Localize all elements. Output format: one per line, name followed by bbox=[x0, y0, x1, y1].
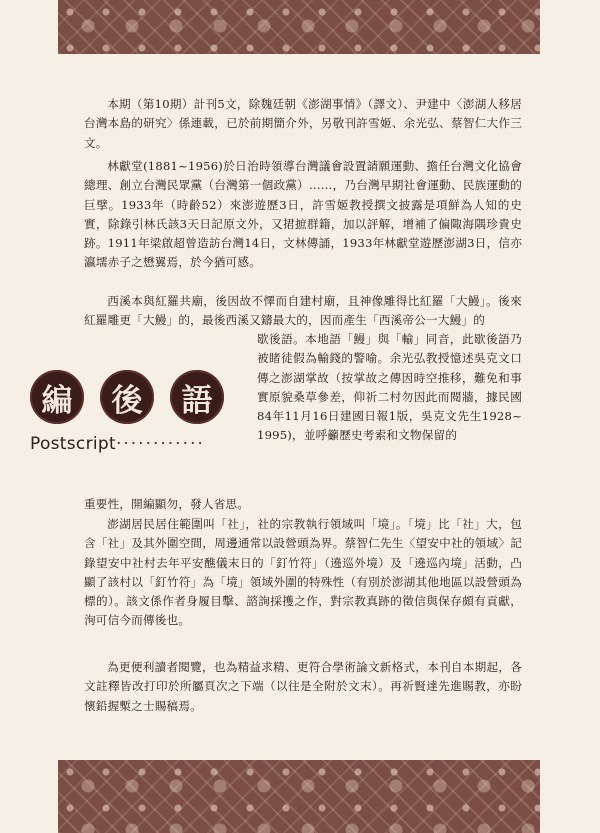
paragraph-wangan bbox=[84, 515, 522, 634]
subtitle-text: Postscript bbox=[30, 434, 116, 454]
paragraph-text: 林獻堂(1881~1956)於日治時領導台灣議會設置請願運動、擔任台灣文化協會總理、創立台灣民眾黨（台灣第一個政黨）……，乃台灣早期社會運動、民族運動的巨擘。1933年（時齡52）來澎遊歷3日，許雪姬教授撰文披露是項鮮為人知的史實，除錄引林氏該3天日記原文外，又捃摭群籍，加以評解，增補了偏陬海隅珍貴史跡。1911年梁啟超曾造訪台灣14日，文林傳誦，1933年林獻堂遊歷澎湖3日，信亦瀛壖赤子之懋翼焉，於今猶可感。 bbox=[84, 159, 522, 270]
postscript-subtitle bbox=[30, 434, 205, 454]
paragraph-lin-xiantang bbox=[84, 157, 522, 276]
subtitle-dots: ············ bbox=[115, 434, 205, 454]
decorative-band-bottom bbox=[58, 760, 540, 833]
paragraph-text: 重要性，開編顯勿，發人省思。 bbox=[84, 497, 250, 511]
paragraph-text: 澎湖居民居住範圍叫「社」，社的宗教執行領域叫「境」。「境」比「社」大，包含「社」及其外圍空間，周邊通常以設營頭為界。蔡智仁先生〈望安中社的領域〉記錄望安中社村去年平安醮儀末日的「釘竹符」（遶巡外境）及「遶巡內境」活動，凸顯了該村以「釘竹符」為「境」領域外圍的特殊性（有別於澎湖其他地區以設營頭為標的）。該文係作者身履目擊、諮詢採擭之作，對宗教真跡的徵信與保存頗有貢獻，洵可信今而傳後也。 bbox=[84, 517, 522, 628]
paragraph-xixi-part1 bbox=[84, 292, 522, 334]
title-seal-char: 編 bbox=[30, 370, 84, 424]
title-seal-char: 後 bbox=[100, 370, 154, 424]
paragraph-text: 為更便利讀者閱覽，也為精益求精、更符合學術論文新格式，本刊自本期起，各文註釋皆改打印於所屬頁次之下端（以往是全附於文末）。再祈賢達先進賜教，亦盼懷鉛握槧之士賜稿焉。 bbox=[84, 660, 522, 713]
paragraph-text: 本期（第10期）計刊5文，除魏廷朝《澎湖事情》（譯文）、尹建中〈澎湖人移居台灣本島的研究〉係連載，已於前期簡介外，另敬刊許雪姬、余光弘、蔡智仁大作三文。 bbox=[84, 97, 522, 150]
paragraph-xixi-part2 bbox=[257, 330, 522, 449]
paragraph-text: 西溪本與紅羅共廟，後因故不懌而自建村廟，且神像雕得比紅羅「大鰻」。後來紅羅雕更「大鰻」的，最後西溪又鑄最大的，因而產生「西溪帝公一大鰻」的 bbox=[84, 294, 522, 328]
paragraph-format-note bbox=[84, 658, 522, 719]
paragraph-intro bbox=[84, 95, 522, 156]
paragraph-xixi-part3 bbox=[84, 495, 522, 517]
title-seal-char: 語 bbox=[170, 370, 224, 424]
postscript-title bbox=[30, 370, 240, 424]
paragraph-text: 歇後語。本地語「鰻」與「輸」同音，此歇後語乃被睹徒假為輸錢的警喻。余光弘教授憶述吳克文口傳之澎湖掌故（按掌故之傳因時空推移，難免和事實原貌桑草參差，仰祈二村勿因此而閱牆，據民國84年11月16日建國日報1版，吳克文先生1928~ 1995)，並呼籲歷史考索和文物保留的 bbox=[257, 332, 522, 443]
decorative-band-top bbox=[58, 0, 540, 54]
